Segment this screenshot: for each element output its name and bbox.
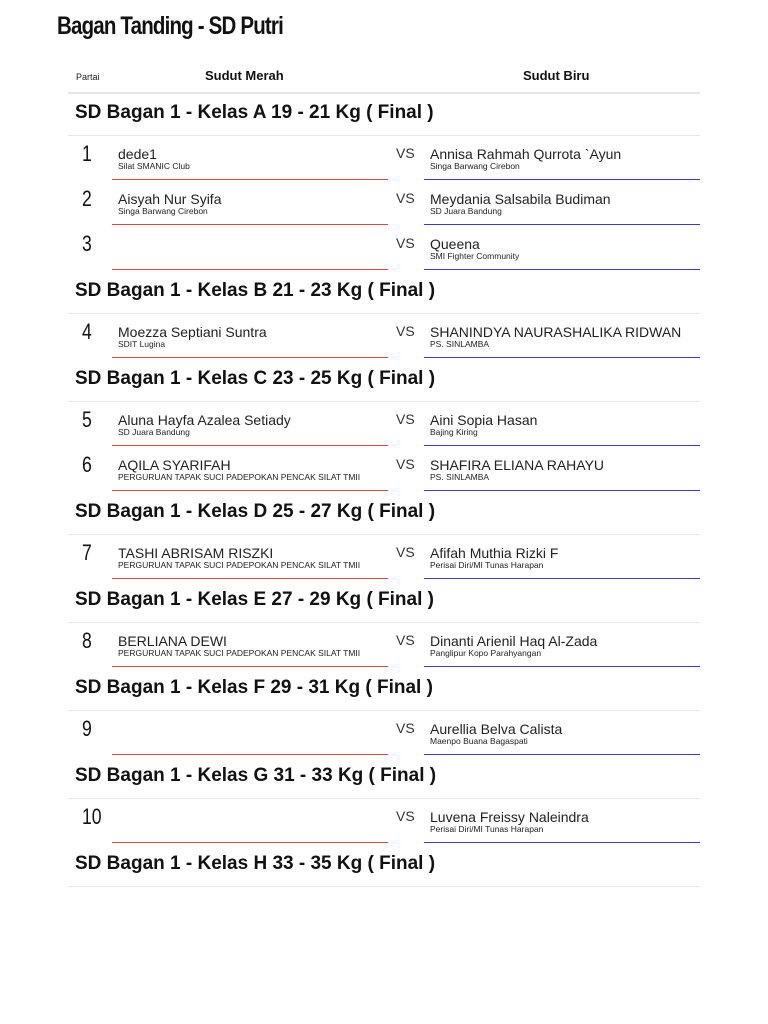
partai-number: 1 [82,141,92,166]
partai-number: 10 [82,804,102,829]
match-row [68,225,700,270]
partai-number: 5 [82,407,92,432]
vs-label: VS [396,544,415,560]
match-row [68,313,700,358]
blue-corner [424,534,700,579]
match-row [68,534,700,579]
weight-class-heading [68,270,700,314]
competitor-name: Annisa Rahmah Qurrota `Ayun [430,146,622,162]
competitor-name: Aisyah Nur Syifa [118,191,222,207]
header-sudut-merah: Sudut Merah [205,68,284,83]
weight-class-heading [68,358,700,402]
competitor-club: Singa Barwang Cirebon [118,206,208,216]
partai-number: 6 [82,452,92,477]
weight-class-heading [68,843,700,887]
competitor-name: AQILA SYARIFAH [118,457,231,473]
weight-class-label: SD Bagan 1 - Kelas F 29 - 31 Kg ( Final ) [75,677,433,698]
weight-class-heading [68,579,700,623]
competitor-club: Silat SMANIC Club [118,161,190,171]
match-row [68,710,700,755]
vs-label: VS [396,456,415,472]
header-sudut-biru: Sudut Biru [523,68,590,83]
weight-class-label: SD Bagan 1 - Kelas C 23 - 25 Kg ( Final ) [75,368,436,389]
competitor-club: SMI Fighter Community [430,251,520,261]
vs-label: VS [396,145,415,161]
match-row [68,401,700,446]
competitor-name: BERLIANA DEWI [118,633,227,649]
partai-number: 7 [82,540,92,565]
competitor-name: SHAFIRA ELIANA RAHAYU [430,457,605,473]
vs-label: VS [396,808,415,824]
competitor-club: PS. SINLAMBA [430,472,490,482]
weight-class-label: SD Bagan 1 - Kelas H 33 - 35 Kg ( Final ) [75,853,436,874]
competitor-club: Perisai Diri/MI Tunas Harapan [430,824,544,834]
red-corner [112,622,388,667]
red-corner [112,135,388,180]
competitor-club: SD Juara Bandung [430,206,502,216]
match-row [68,135,700,180]
partai-number: 4 [82,319,92,344]
competitor-club: Panglipur Kopo Parahyangan [430,648,542,658]
competitor-name: TASHI ABRISAM RISZKI [118,545,274,561]
blue-corner [424,135,700,180]
header-partai: Partai [76,72,100,82]
blue-corner [424,225,700,270]
vs-label: VS [396,720,415,736]
table-header [68,62,700,94]
weight-class-label: SD Bagan 1 - Kelas E 27 - 29 Kg ( Final ) [75,589,434,610]
blue-corner [424,313,700,358]
competitor-name: Aurellia Belva Calista [430,721,563,737]
vs-label: VS [396,323,415,339]
competitor-name: Luvena Freissy Naleindra [430,809,589,825]
competitor-name: Afifah Muthia Rizki F [430,545,559,561]
weight-class-heading [68,755,700,799]
competitor-club: Maenpo Buana Bagaspati [430,736,528,746]
competitor-club: Singa Barwang Cirebon [430,161,520,171]
competitor-name: SHANINDYA NAURASHALIKA RIDWAN [430,324,682,340]
blue-corner [424,401,700,446]
competitor-club: PERGURUAN TAPAK SUCI PADEPOKAN PENCAK SILAT TMII [118,560,361,570]
partai-number: 2 [82,186,92,211]
red-corner [112,401,388,446]
competitor-club: PERGURUAN TAPAK SUCI PADEPOKAN PENCAK SILAT TMII [118,472,361,482]
partai-number: 8 [82,628,92,653]
competitor-club: SDIT Lugina [118,339,166,349]
red-corner [112,225,388,270]
match-row [68,798,700,843]
page-title: Bagan Tanding - SD Putri [57,12,283,40]
red-corner [112,180,388,225]
competitor-name: dede1 [118,146,157,162]
blue-corner [424,180,700,225]
competitor-name: Aluna Hayfa Azalea Setiady [118,412,291,428]
weight-class-label: SD Bagan 1 - Kelas G 31 - 33 Kg ( Final ) [75,765,437,786]
match-row [68,446,700,491]
vs-label: VS [396,190,415,206]
blue-corner [424,798,700,843]
competitor-club: SD Juara Bandung [118,427,190,437]
competitor-club: PERGURUAN TAPAK SUCI PADEPOKAN PENCAK SILAT TMII [118,648,361,658]
red-corner [112,534,388,579]
vs-label: VS [396,632,415,648]
blue-corner [424,710,700,755]
weight-class-heading [68,667,700,711]
weight-class-heading [68,491,700,535]
competitor-name: Meydania Salsabila Budiman [430,191,611,207]
weight-class-label: SD Bagan 1 - Kelas A 19 - 21 Kg ( Final ) [75,102,434,123]
partai-number: 9 [82,716,92,741]
match-row [68,622,700,667]
red-corner [112,446,388,491]
blue-corner [424,622,700,667]
vs-label: VS [396,235,415,251]
weight-class-label: SD Bagan 1 - Kelas B 21 - 23 Kg ( Final ) [75,280,436,301]
competitor-club: Perisai Diri/MI Tunas Harapan [430,560,544,570]
competitor-name: Aini Sopia Hasan [430,412,538,428]
competitor-name: Dinanti Arienil Haq Al-Zada [430,633,598,649]
competitor-name: Queena [430,236,480,252]
red-corner [112,313,388,358]
weight-class-label: SD Bagan 1 - Kelas D 25 - 27 Kg ( Final ) [75,501,436,522]
red-corner [112,798,388,843]
match-row [68,180,700,225]
competitor-club: PS. SINLAMBA [430,339,490,349]
competitor-club: Bajing Kiring [430,427,478,437]
competitor-name: Moezza Septiani Suntra [118,324,267,340]
weight-class-heading [68,92,700,136]
red-corner [112,710,388,755]
blue-corner [424,446,700,491]
vs-label: VS [396,411,415,427]
partai-number: 3 [82,231,92,256]
